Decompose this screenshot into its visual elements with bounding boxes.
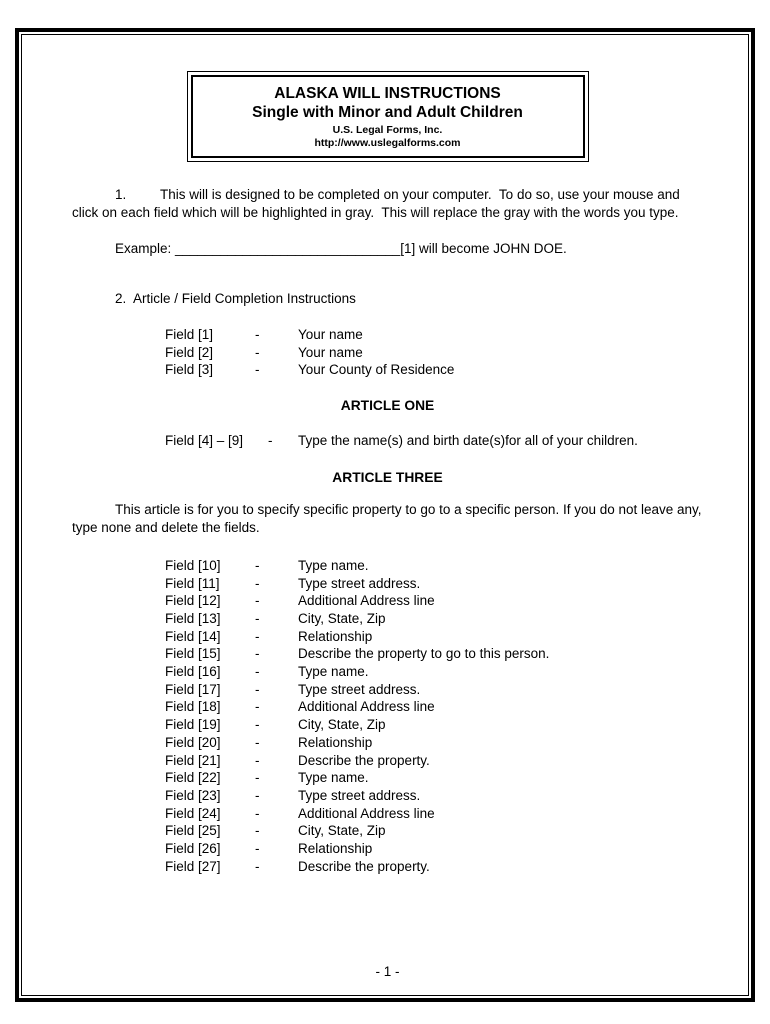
field-separator: -	[255, 787, 260, 803]
field-separator: -	[255, 557, 260, 573]
field-description: Your name	[298, 344, 363, 360]
field-description: Type the name(s) and birth date(s)for all of your children.	[298, 433, 638, 449]
field-description: Type street address.	[298, 681, 421, 697]
article-three-paragraph: This article is for you to specify specific property to go to a specific person. If you do not leave any, type none and delete the fields.	[72, 501, 706, 535]
field-label: Field [10]	[165, 557, 221, 573]
field-label: Field [26]	[165, 841, 221, 857]
page-border	[15, 28, 755, 1002]
field-description: Additional Address line	[298, 593, 435, 609]
field-row	[165, 592, 703, 610]
field-row	[165, 734, 703, 752]
list-number-1: 1.	[115, 187, 127, 202]
field-label: Field [2]	[165, 344, 214, 360]
field-label: Field [15]	[165, 646, 221, 662]
document-subtitle: Single with Minor and Adult Children	[252, 104, 523, 121]
field-description: Describe the property.	[298, 858, 430, 874]
field-separator: -	[255, 699, 260, 715]
field-row	[165, 361, 703, 379]
article-one-heading: ARTICLE ONE	[340, 398, 435, 414]
field-label: Field [18]	[165, 699, 221, 715]
field-separator: -	[255, 681, 260, 697]
page-number: - 1 -	[375, 964, 400, 979]
field-separator: -	[255, 610, 260, 626]
field-list-article-three	[72, 557, 703, 876]
field-description: City, State, Zip	[298, 717, 386, 733]
field-row	[165, 858, 703, 876]
field-separator: -	[255, 823, 260, 839]
field-label: Field [12]	[165, 593, 221, 609]
field-separator: -	[255, 362, 260, 378]
field-description: Your County of Residence	[298, 362, 455, 378]
field-description: Type name.	[298, 664, 369, 680]
field-separator: -	[255, 717, 260, 733]
field-row	[165, 663, 703, 681]
field-separator: -	[255, 734, 260, 750]
field-description: City, State, Zip	[298, 610, 386, 626]
field-label: Field [17]	[165, 681, 221, 697]
field-separator: -	[255, 664, 260, 680]
field-description: Describe the property to go to this person.	[298, 646, 550, 662]
field-row	[165, 752, 703, 770]
field-label: Field [14]	[165, 628, 221, 644]
field-row	[165, 805, 703, 823]
field-label: Field [19]	[165, 717, 221, 733]
field-separator: -	[255, 575, 260, 591]
field-row	[165, 840, 703, 858]
company-url: http://www.uslegalforms.com	[314, 137, 461, 149]
field-description: Type name.	[298, 770, 369, 786]
example-line: Example: ______________________________[1] will become JOHN DOE.	[115, 241, 567, 256]
title-box-inner	[191, 75, 585, 158]
page-inner-border	[21, 34, 749, 996]
field-row	[165, 557, 703, 575]
field-label: Field [16]	[165, 664, 221, 680]
intro-text: This will is designed to be completed on your computer. To do so, use your mouse and click on each field which will be highlighted in gray. This will replace the gray with the words you type.	[72, 187, 684, 220]
field-label: Field [21]	[165, 752, 221, 768]
field-separator: -	[255, 628, 260, 644]
field-description: Additional Address line	[298, 805, 435, 821]
field-label: Field [25]	[165, 823, 221, 839]
field-description: Type street address.	[298, 575, 421, 591]
field-description: Your name	[298, 327, 363, 342]
field-description: Additional Address line	[298, 699, 435, 715]
field-row	[165, 822, 703, 840]
completion-heading: 2. Article / Field Completion Instructions	[115, 291, 356, 306]
field-label: Field [22]	[165, 770, 221, 786]
field-separator: -	[255, 858, 260, 874]
field-separator: -	[268, 433, 273, 449]
field-separator: -	[255, 327, 260, 342]
field-separator: -	[255, 770, 260, 786]
field-label: Field [24]	[165, 805, 221, 821]
field-description: Describe the property.	[298, 752, 430, 768]
field-row	[165, 769, 703, 787]
field-separator: -	[255, 841, 260, 857]
field-label: Field [20]	[165, 734, 221, 750]
field-description: City, State, Zip	[298, 823, 386, 839]
company-name: U.S. Legal Forms, Inc.	[332, 124, 443, 136]
field-description: Relationship	[298, 734, 373, 750]
page-content	[22, 35, 748, 995]
field-separator: -	[255, 805, 260, 821]
field-separator: -	[255, 646, 260, 662]
field-row	[165, 628, 703, 646]
page-footer	[72, 963, 703, 995]
field-description: Type name.	[298, 557, 369, 573]
field-row	[165, 432, 703, 450]
document-title: ALASKA WILL INSTRUCTIONS	[274, 85, 501, 102]
field-description: Relationship	[298, 628, 373, 644]
field-description: Type street address.	[298, 787, 421, 803]
field-label: Field [23]	[165, 787, 221, 803]
field-separator: -	[255, 593, 260, 609]
field-row	[165, 645, 703, 663]
intro-paragraph	[72, 186, 703, 222]
article-three-heading: ARTICLE THREE	[332, 469, 443, 485]
field-separator: -	[255, 344, 260, 360]
field-list-completion	[72, 326, 703, 379]
field-label: Field [13]	[165, 610, 221, 626]
field-label: Field [27]	[165, 858, 221, 874]
field-row	[165, 610, 703, 628]
field-list-article-one	[72, 432, 703, 450]
field-row	[165, 344, 703, 362]
field-label: Field [4] – [9]	[165, 433, 244, 449]
field-row	[165, 698, 703, 716]
field-row	[165, 787, 703, 805]
field-row	[165, 326, 703, 344]
field-label: Field [11]	[165, 575, 220, 591]
field-separator: -	[255, 752, 260, 768]
field-description: Relationship	[298, 841, 373, 857]
field-row	[165, 575, 703, 593]
field-row	[165, 716, 703, 734]
field-label: Field [3]	[165, 362, 214, 378]
field-label: Field [1]	[165, 327, 214, 342]
field-row	[165, 681, 703, 699]
title-box	[187, 71, 589, 162]
